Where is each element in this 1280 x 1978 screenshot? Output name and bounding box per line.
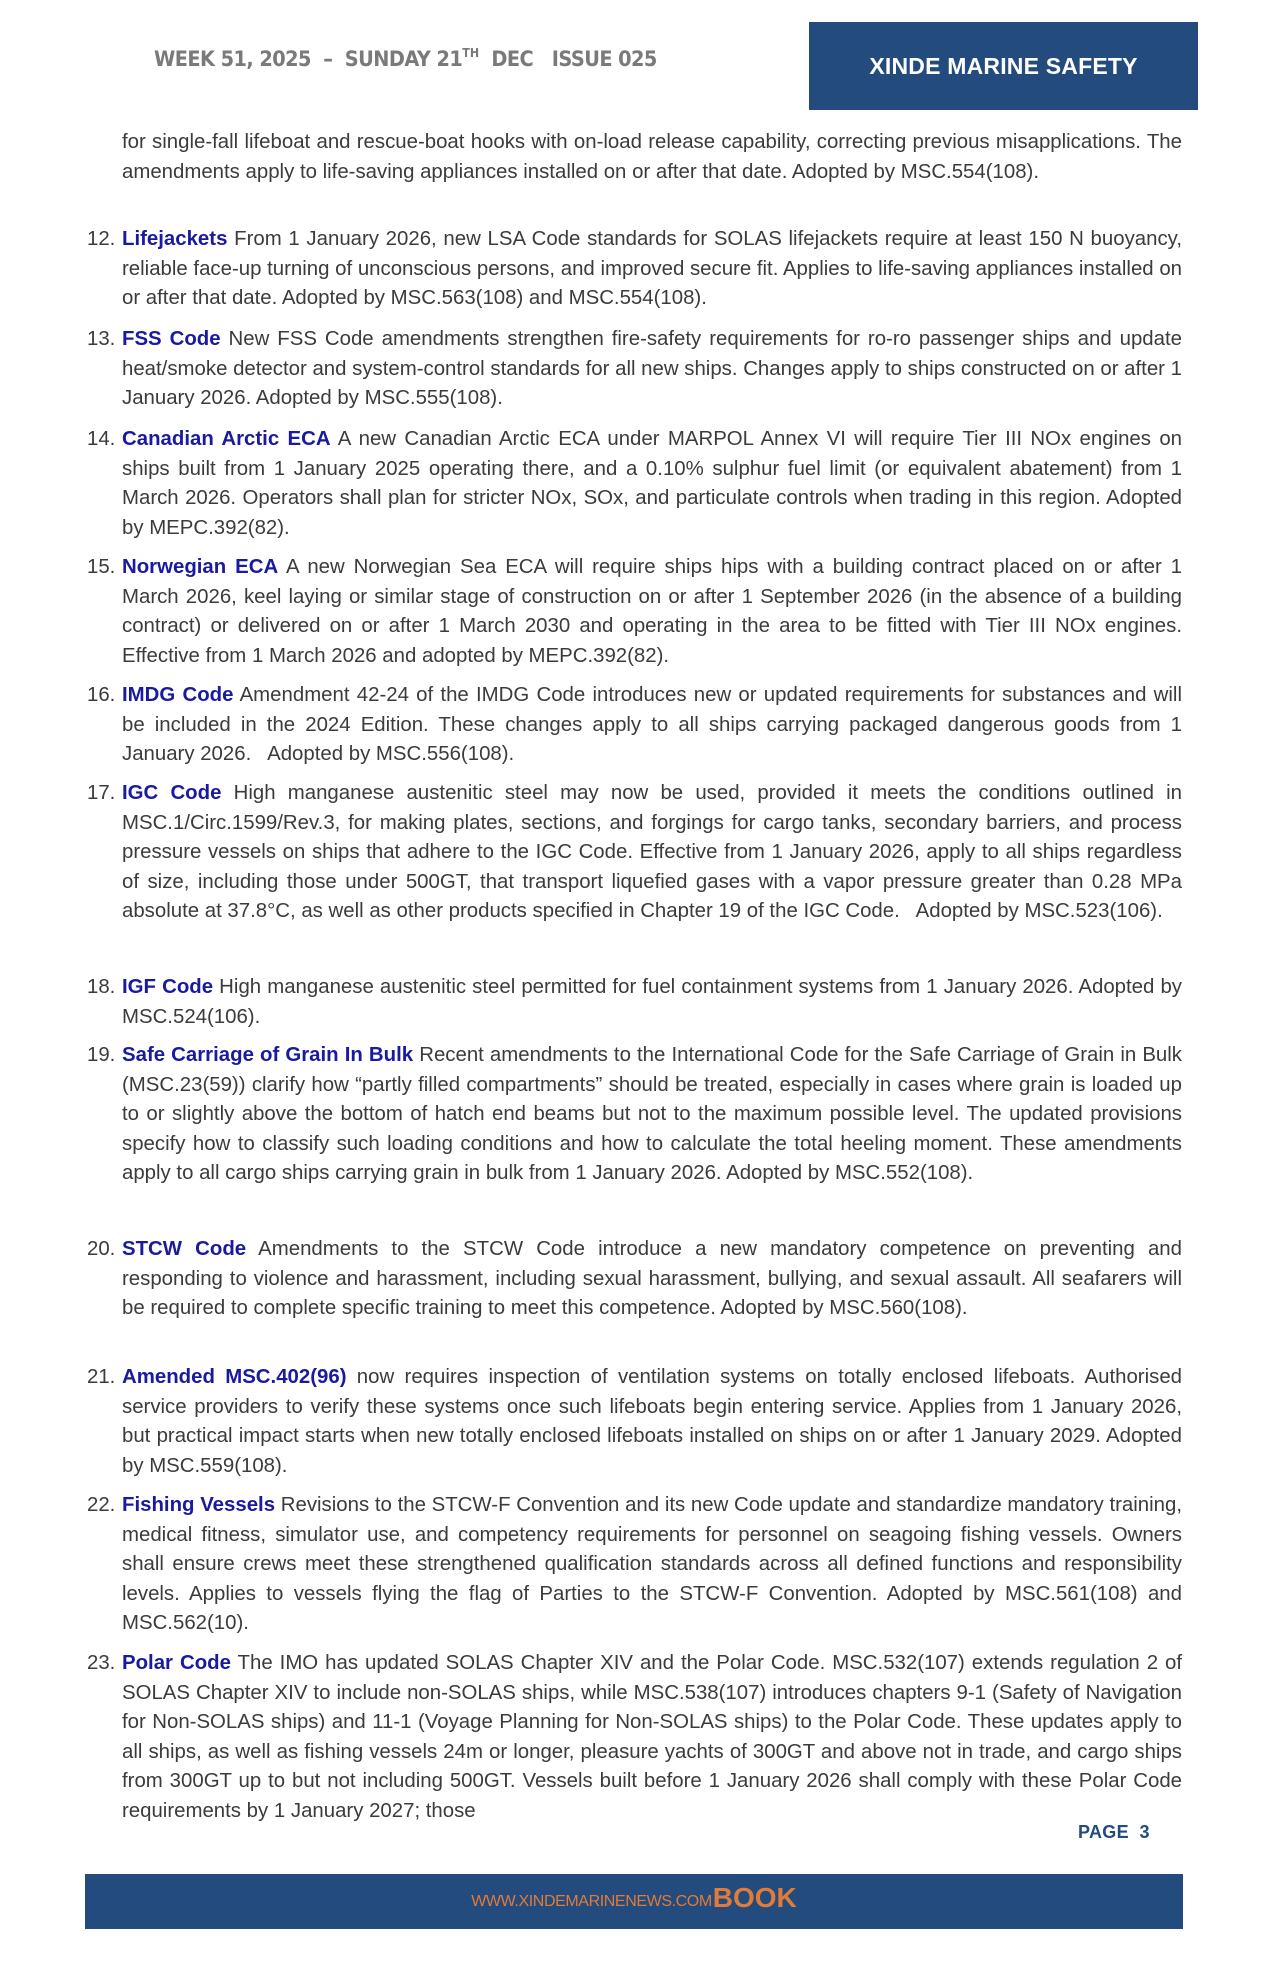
- item-title: IGC Code: [122, 782, 222, 804]
- item-text: Recent amendments to the International Code for the Safe Carriage of Grain in Bulk (MSC.23(59)) clarify how “partly filled compartments” should be treated, especially in cases where grain is loaded up to or slightly above the bottom of hatch end beams but not to the maximum possible level. The updated provisions specify how to classify such loading conditions and how to calculate the total heeling moment. These amendments apply to all cargo ships carrying grain in bulk from 1 January 2026. Adopted by MSC.552(108).: [122, 1044, 1182, 1185]
- item-title: Safe Carriage of Grain In Bulk: [122, 1044, 414, 1066]
- item-title: Amended MSC.402(96): [122, 1366, 347, 1388]
- list-item: [87, 225, 1182, 314]
- item-title: IGF Code: [122, 976, 214, 998]
- item-title: Fishing Vessels: [122, 1494, 276, 1516]
- item-number: 16.: [87, 684, 116, 706]
- page-number: PAGE 3: [1078, 1822, 1150, 1842]
- item-number: 13.: [87, 328, 116, 350]
- item-number: 19.: [87, 1044, 116, 1066]
- list-item: [87, 553, 1182, 671]
- item-title: Polar Code: [122, 1652, 231, 1674]
- brand-title-box: [809, 22, 1198, 110]
- list-item: [87, 325, 1182, 414]
- continuation-paragraph: [122, 128, 1182, 187]
- item-text: Revisions to the STCW-F Convention and its new Code update and standardize mandatory training, medical fitness, simulator use, and competency requirements for personnel on seagoing fishing vessels. Owners shall ensure crews meet these strengthened qualification standards across all defined functions and responsibility levels. Applies to vessels flying the flag of Parties to the STCW-F Convention. Adopted by MSC.561(108) and MSC.562(10).: [122, 1494, 1182, 1635]
- list-item: [87, 1363, 1183, 1481]
- item-number: 18.: [87, 976, 116, 998]
- footer-bar: [85, 1874, 1183, 1929]
- footer-url-link[interactable]: WWW.XINDEMARINENEWS.COM: [471, 1892, 712, 1910]
- item-number: 20.: [87, 1238, 116, 1260]
- item-text: now requires inspection of ventilation systems on totally enclosed lifeboats. Authorised service providers to verify these systems once such lifeboats begin entering service. Applies from 1 January 2026, but practical impact starts when new totally enclosed lifeboats installed on ships on or after 1 January 2029. Adopted by MSC.559(108).: [122, 1366, 1183, 1477]
- list-item: [87, 1649, 1183, 1827]
- item-number: 17.: [87, 782, 116, 804]
- item-number: 21.: [87, 1366, 116, 1388]
- item-text: High manganese austenitic steel may now be used, provided it meets the conditions outlined in MSC.1/Circ.1599/Rev.3, for making plates, sections, and forgings for cargo tanks, secondary barriers, and process pressure vessels on ships that adhere to the IGC Code. Effective from 1 January 2026, apply to all ships regardless of size, including those under 500GT, that transport liquefied gases with a vapor pressure greater than 0.28 MPa absolute at 37.8°C, as well as other products specified in Chapter 19 of the IGC Code. Adopted by MSC.523(106).: [122, 782, 1188, 923]
- item-number: 14.: [87, 428, 116, 450]
- item-text: A new Canadian Arctic ECA under MARPOL Annex VI will require Tier III NOx engines on ships built from 1 January 2025 operating there, and a 0.10% sulphur fuel limit (or equivalent abatement) from 1 March 2026. Operators shall plan for stricter NOx, SOx, and particulate controls when trading in this region. Adopted by MEPC.392(82).: [122, 428, 1182, 539]
- issue-line-suffix: DEC ISSUE 025: [479, 47, 657, 71]
- continuation-text: for single-fall lifeboat and rescue-boat hooks with on-load release capability, correcting previous misapplications. The amendments apply to life-saving appliances installed on or after that date. Adopted by MSC.554(108).: [122, 131, 1182, 183]
- item-text: Amendment 42-24 of the IMDG Code introduces new or updated requirements for substances and will be included in the 2024 Edition. These changes apply to all ships carrying packaged dangerous goods from 1 January 2026. Adopted by MSC.556(108).: [122, 684, 1188, 766]
- item-text: The IMO has updated SOLAS Chapter XIV and the Polar Code. MSC.532(107) extends regulation 2 of SOLAS Chapter XIV to include non-SOLAS ships, while MSC.538(107) introduces chapters 9-1 (Safety of Navigation for Non-SOLAS ships) and 11-1 (Voyage Planning for Non-SOLAS ships) to the Polar Code. These updates apply to all ships, as well as fishing vessels 24m or longer, pleasure yachts of 300GT and above not in trade, and cargo ships from 300GT up to but not including 500GT. Vessels built before 1 January 2026 shall comply with these Polar Code requirements by 1 January 2027; those: [122, 1652, 1183, 1822]
- list-item: [87, 1491, 1182, 1639]
- item-title: Lifejackets: [122, 228, 228, 250]
- item-title: IMDG Code: [122, 684, 234, 706]
- item-text: From 1 January 2026, new LSA Code standards for SOLAS lifejackets require at least 150 N buoyancy, reliable face-up turning of unconscious persons, and improved secure fit. Applies to life-saving appliances installed on or after that date. Adopted by MSC.563(108) and MSC.554(108).: [122, 228, 1182, 310]
- item-text: Amendments to the STCW Code introduce a new mandatory competence on preventing and responding to violence and harassment, including sexual harassment, bullying, and sexual assault. All seafarers will be required to complete specific training to meet this competence. Adopted by MSC.560(108).: [122, 1238, 1182, 1320]
- item-title: Norwegian ECA: [122, 556, 279, 578]
- issue-line: [154, 46, 678, 71]
- list-item: [87, 425, 1182, 543]
- item-title: STCW Code: [122, 1238, 247, 1260]
- list-item: [87, 681, 1188, 770]
- item-number: 12.: [87, 228, 116, 250]
- item-title: FSS Code: [122, 328, 221, 350]
- list-item: [87, 779, 1188, 927]
- item-number: 23.: [87, 1652, 116, 1674]
- item-text: High manganese austenitic steel permitted for fuel containment systems from 1 January 2026. Adopted by MSC.524(106).: [122, 976, 1182, 1028]
- list-item: [87, 973, 1182, 1032]
- issue-line-sup: TH: [462, 46, 480, 60]
- brand-title: XINDE MARINE SAFETY: [869, 52, 1138, 79]
- item-text: A new Norwegian Sea ECA will require ships hips with a building contract placed on or after 1 March 2026, keel laying or similar stage of construction on or after 1 September 2026 (in the absence of a building contract) or delivered on or after 1 March 2030 and operating in the area to be fitted with Tier III NOx engines. Effective from 1 March 2026 and adopted by MEPC.392(82).: [122, 556, 1182, 667]
- item-number: 15.: [87, 556, 116, 578]
- item-title: Canadian Arctic ECA: [122, 428, 331, 450]
- list-item: [87, 1041, 1182, 1189]
- issue-line-prefix: WEEK 51, 2025 – SUNDAY 21: [154, 47, 463, 71]
- item-number: 22.: [87, 1494, 116, 1516]
- list-item: [87, 1235, 1182, 1324]
- item-text: New FSS Code amendments strengthen fire-safety requirements for ro-ro passenger ships and update heat/smoke detector and system-control standards for all new ships. Changes apply to ships constructed on or after 1 January 2026. Adopted by MSC.555(108).: [122, 328, 1182, 410]
- footer-book-label: BOOK: [712, 1881, 797, 1913]
